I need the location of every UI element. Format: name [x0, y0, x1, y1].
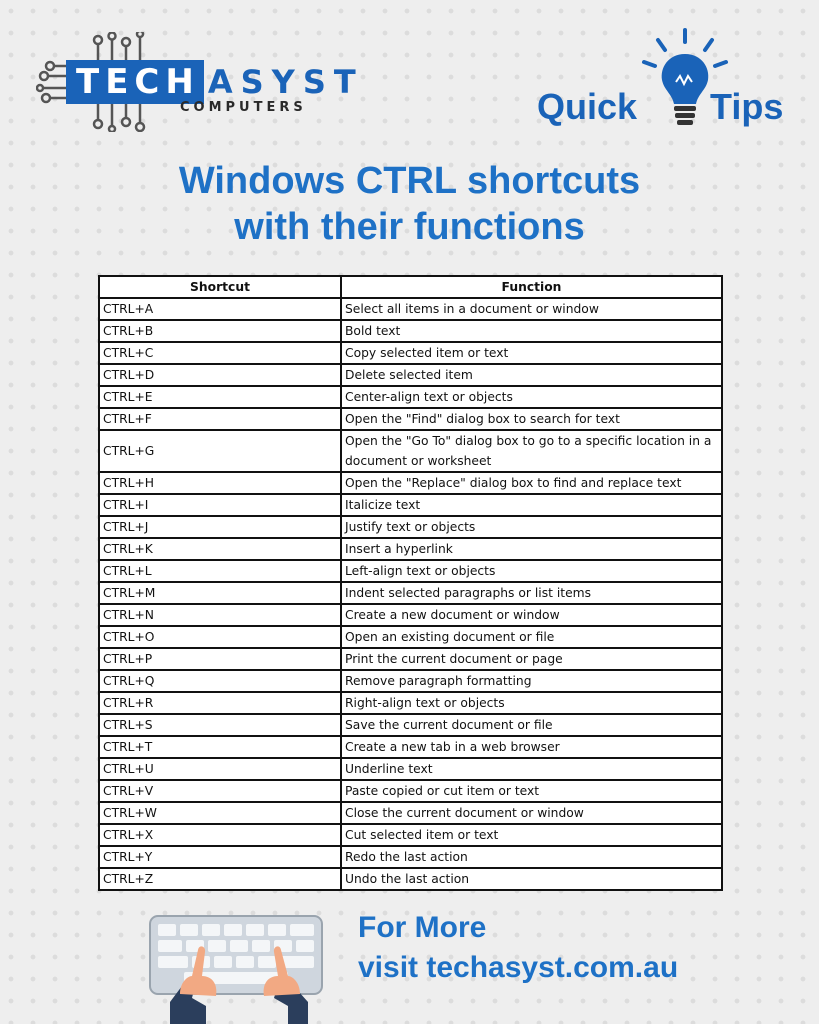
shortcut-cell: CTRL+J — [99, 516, 341, 538]
table-row — [99, 320, 722, 342]
footer-website-link[interactable]: visit techasyst.com.au — [358, 951, 679, 984]
logo-asyst: ASYST — [207, 63, 364, 101]
shortcut-cell: CTRL+P — [99, 648, 341, 670]
footer-text — [358, 908, 678, 988]
table-row — [99, 648, 722, 670]
function-cell: Delete selected item — [341, 364, 722, 386]
function-cell: Redo the last action — [341, 846, 722, 868]
page-title — [0, 158, 819, 250]
table-row — [99, 342, 722, 364]
shortcut-cell: CTRL+C — [99, 342, 341, 364]
function-cell: Create a new tab in a web browser — [341, 736, 722, 758]
brand-logo — [66, 60, 364, 104]
function-cell: Bold text — [341, 320, 722, 342]
function-cell: Indent selected paragraphs or list items — [341, 582, 722, 604]
function-cell: Justify text or objects — [341, 516, 722, 538]
logo-tech: TECH — [66, 60, 204, 104]
function-cell: Open the "Find" dialog box to search for text — [341, 408, 722, 430]
shortcut-cell: CTRL+R — [99, 692, 341, 714]
page-title-line1: Windows CTRL shortcuts — [178, 160, 641, 202]
table-row — [99, 560, 722, 582]
table-row — [99, 868, 722, 890]
function-cell: Insert a hyperlink — [341, 538, 722, 560]
table-row — [99, 582, 722, 604]
table-header-row — [99, 276, 722, 298]
function-cell: Paste copied or cut item or text — [341, 780, 722, 802]
table-row — [99, 430, 722, 472]
table-row — [99, 516, 722, 538]
footer-line1: For More — [358, 911, 487, 944]
function-cell: Left-align text or objects — [341, 560, 722, 582]
tips-label: Tips — [710, 86, 784, 127]
quick-label: Quick — [537, 86, 638, 127]
table-row — [99, 386, 722, 408]
shortcut-cell: CTRL+L — [99, 560, 341, 582]
shortcut-cell: CTRL+I — [99, 494, 341, 516]
function-cell: Center-align text or objects — [341, 386, 722, 408]
table-row — [99, 604, 722, 626]
shortcuts-table — [98, 275, 723, 891]
table-row — [99, 472, 722, 494]
table-row — [99, 714, 722, 736]
function-cell: Underline text — [341, 758, 722, 780]
column-header-function: Function — [341, 276, 722, 298]
table-row — [99, 780, 722, 802]
function-cell: Cut selected item or text — [341, 824, 722, 846]
shortcut-cell: CTRL+V — [99, 780, 341, 802]
shortcut-cell: CTRL+S — [99, 714, 341, 736]
shortcut-cell: CTRL+B — [99, 320, 341, 342]
shortcut-cell: CTRL+H — [99, 472, 341, 494]
shortcut-cell: CTRL+Y — [99, 846, 341, 868]
function-cell: Remove paragraph formatting — [341, 670, 722, 692]
function-cell: Open the "Replace" dialog box to find and replace text — [341, 472, 722, 494]
shortcut-cell: CTRL+F — [99, 408, 341, 430]
function-cell: Open an existing document or file — [341, 626, 722, 648]
keyboard-hands-icon — [140, 906, 340, 1024]
shortcut-cell: CTRL+Q — [99, 670, 341, 692]
shortcut-cell: CTRL+D — [99, 364, 341, 386]
table-row — [99, 626, 722, 648]
table-row — [99, 538, 722, 560]
table-row — [99, 298, 722, 320]
function-cell: Select all items in a document or window — [341, 298, 722, 320]
function-cell: Save the current document or file — [341, 714, 722, 736]
function-cell: Undo the last action — [341, 868, 722, 890]
shortcut-cell: CTRL+U — [99, 758, 341, 780]
table-row — [99, 670, 722, 692]
shortcut-cell: CTRL+T — [99, 736, 341, 758]
column-header-shortcut: Shortcut — [99, 276, 341, 298]
function-cell: Print the current document or page — [341, 648, 722, 670]
table-row — [99, 824, 722, 846]
shortcut-cell: CTRL+M — [99, 582, 341, 604]
table-row — [99, 802, 722, 824]
function-cell: Open the "Go To" dialog box to go to a specific location in a document or worksheet — [341, 430, 722, 472]
table-row — [99, 736, 722, 758]
function-cell: Copy selected item or text — [341, 342, 722, 364]
page-title-line2: with their functions — [234, 206, 585, 248]
shortcuts-table-wrapper — [98, 275, 721, 891]
shortcut-cell: CTRL+Z — [99, 868, 341, 890]
shortcut-cell: CTRL+K — [99, 538, 341, 560]
logo-subtitle: COMPUTERS — [180, 100, 307, 115]
function-cell: Create a new document or window — [341, 604, 722, 626]
function-cell: Right-align text or objects — [341, 692, 722, 714]
table-row — [99, 364, 722, 386]
shortcut-cell: CTRL+G — [99, 430, 341, 472]
table-body — [99, 298, 722, 890]
table-row — [99, 846, 722, 868]
table-row — [99, 692, 722, 714]
table-row — [99, 408, 722, 430]
shortcut-cell: CTRL+W — [99, 802, 341, 824]
table-row — [99, 758, 722, 780]
function-cell: Close the current document or window — [341, 802, 722, 824]
shortcut-cell: CTRL+A — [99, 298, 341, 320]
shortcut-cell: CTRL+X — [99, 824, 341, 846]
table-row — [99, 494, 722, 516]
shortcut-cell: CTRL+N — [99, 604, 341, 626]
shortcut-cell: CTRL+O — [99, 626, 341, 648]
function-cell: Italicize text — [341, 494, 722, 516]
shortcut-cell: CTRL+E — [99, 386, 341, 408]
